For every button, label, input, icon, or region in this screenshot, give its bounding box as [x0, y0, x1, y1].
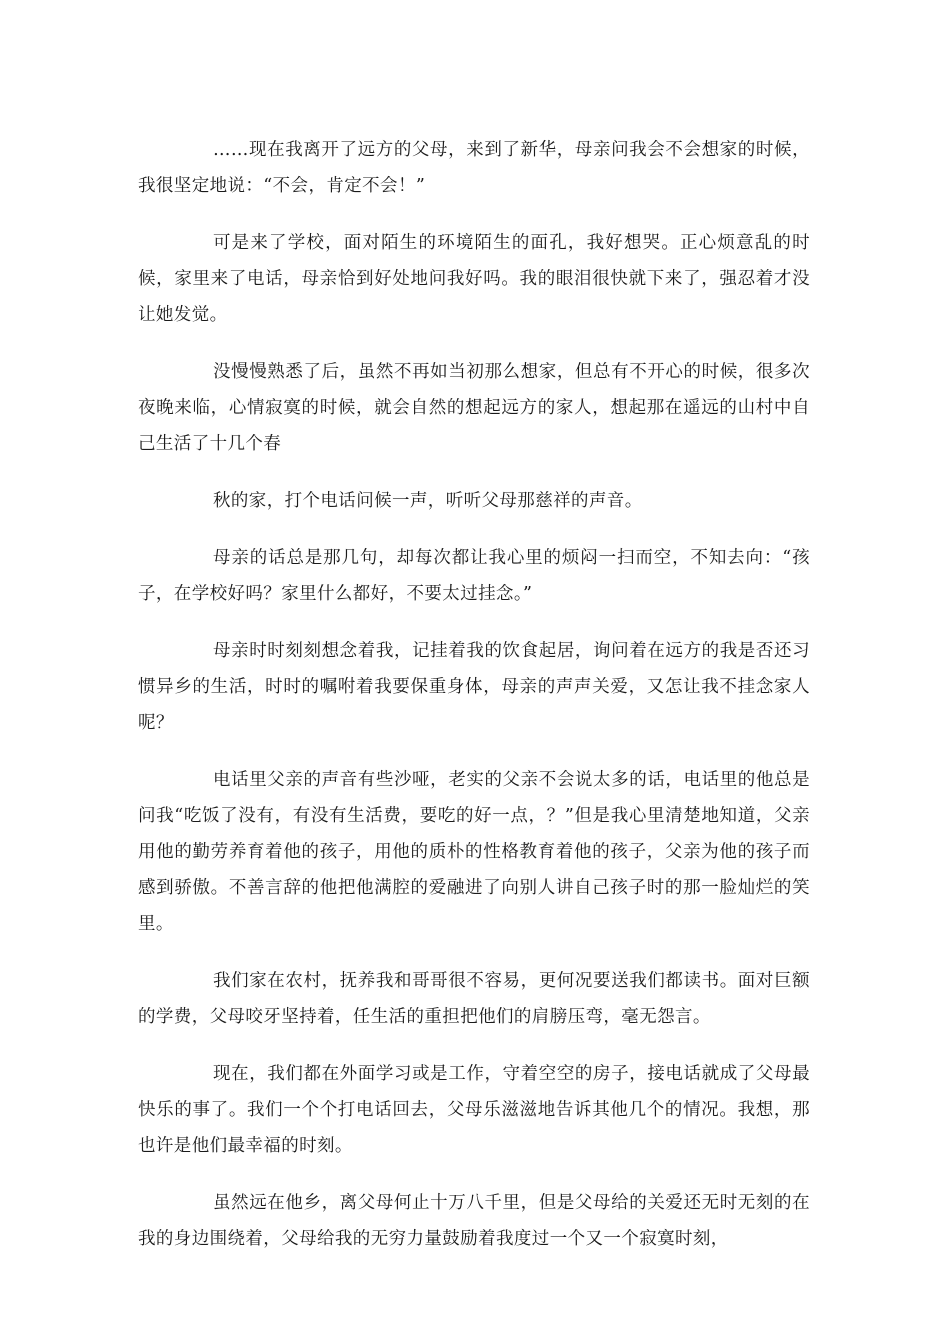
paragraph-8: 我们家在农村，抚养我和哥哥很不容易，更何况要送我们都读书。面对巨额的学费，父母咬牙坚持着，任生活的重担把他们的肩膀压弯，毫无怨言。 — [138, 971, 810, 1027]
paragraph-6: 母亲时时刻刻想念着我，记挂着我的饮食起居，询问着在远方的我是否还习惯异乡的生活，时时的嘱咐着我要保重身体，母亲的声声关爱，又怎让我不挂念家人呢？ — [138, 641, 810, 733]
paragraph-9: 现在，我们都在外面学习或是工作，守着空空的房子，接电话就成了父母最快乐的事了。我们一个个打电话回去，父母乐滋滋地告诉其他几个的情况。我想，那也许是他们最幸福的时刻。 — [138, 1064, 810, 1156]
paragraph-7: 电话里父亲的声音有些沙哑，老实的父亲不会说太多的话，电话里的他总是问我“吃饭了没有，有没有生活费，要吃的好一点，？”但是我心里清楚地知道，父亲用他的勤劳养育着他的孩子，用他的质朴的性格教育着他的孩子，父亲为他的孩子而感到骄傲。不善言辞的他把他满腔的爱融进了向别人讲自己孩子时的那一脸灿烂的笑里。 — [138, 770, 810, 934]
paragraph-2: 可是来了学校，面对陌生的环境陌生的面孔，我好想哭。正心烦意乱的时候，家里来了电话，母亲恰到好处地问我好吗。我的眼泪很快就下来了，强忍着才没让她发觉。 — [138, 233, 810, 325]
paragraph-4: 秋的家，打个电话问候一声，听听父母那慈祥的声音。 — [213, 491, 643, 511]
paragraph-5: 母亲的话总是那几句，却每次都让我心里的烦闷一扫而空，不知去向：“孩子，在学校好吗？家里什么都好，不要太过挂念。” — [138, 548, 810, 604]
paragraph-10: 虽然远在他乡，离父母何止十万八千里，但是父母给的关爱还无时无刻的在我的身边围绕着，父母给我的无穷力量鼓励着我度过一个又一个寂寞时刻， — [138, 1193, 810, 1249]
paragraph-1: ……现在我离开了远方的父母，来到了新华，母亲问我会不会想家的时候，我很坚定地说：“不会，肯定不会！” — [138, 140, 810, 196]
essay-body — [138, 132, 810, 1278]
paragraph-3: 没慢慢熟悉了后，虽然不再如当初那么想家，但总有不开心的时候，很多次夜晚来临，心情寂寞的时候，就会自然的想起远方的家人，想起那在遥远的山村中自己生活了十几个春 — [138, 362, 810, 454]
